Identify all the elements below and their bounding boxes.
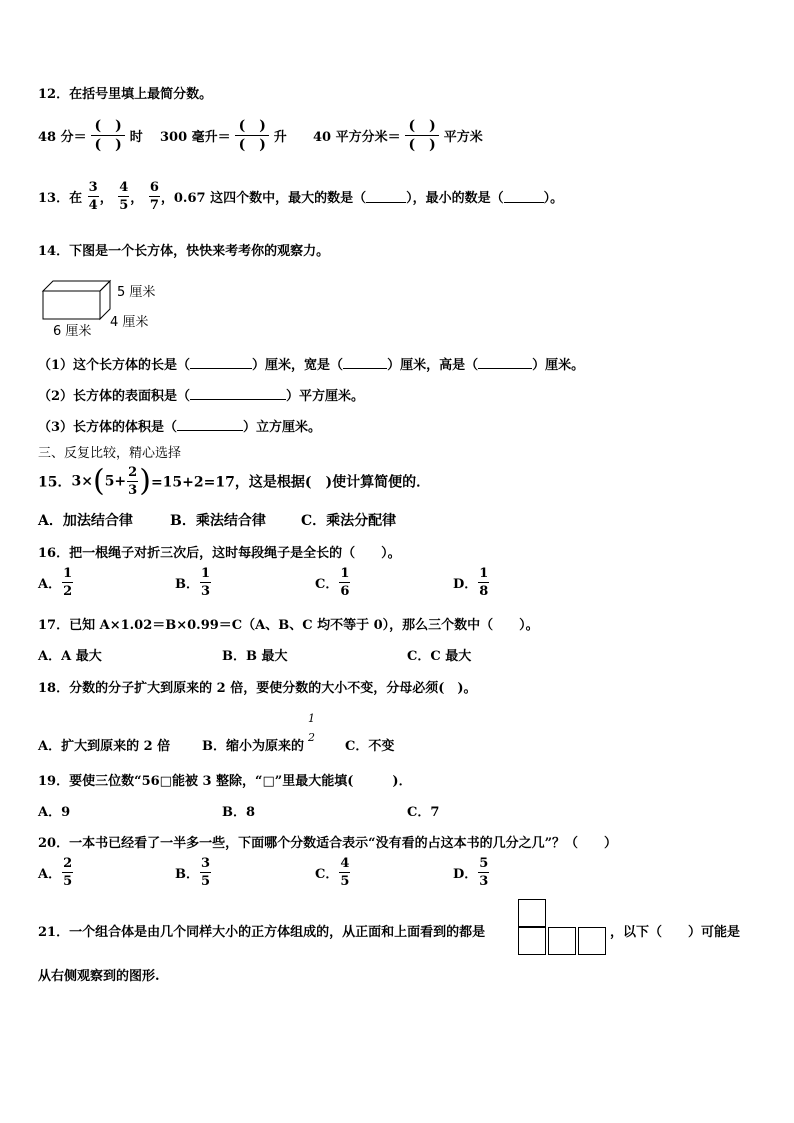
answer-fraction-blank[interactable]: $\frac{( )}{( )}$ bbox=[405, 118, 439, 153]
q14-part2: （2）长方体的表面积是（ ）平方厘米。 bbox=[38, 389, 365, 404]
q12-line bbox=[38, 83, 212, 102]
q18-line: 18．分数的分子扩大到原来的 2 倍，要使分数的大小不变，分母必须( )。 bbox=[38, 681, 477, 696]
q17-option-a[interactable]: A．A 最大 bbox=[38, 649, 102, 664]
q12-text: 在括号里填上最简分数。 bbox=[69, 87, 213, 102]
q13-mid: ，0.67 这四个数中，最大的数是（ bbox=[160, 191, 367, 206]
q20-option-b[interactable]: B． $\frac{3}{5}$ bbox=[175, 856, 211, 889]
q20-option-a[interactable]: A． $\frac{2}{5}$ bbox=[38, 856, 73, 889]
answer-fraction-blank[interactable]: $\frac{( )}{( )}$ bbox=[91, 118, 125, 153]
q17-option-b[interactable]: B．B 最大 bbox=[222, 649, 288, 664]
q16-line: 16．把一根绳子对折三次后，这时每段绳子是全长的（ ）。 bbox=[38, 546, 401, 561]
q16-option-a[interactable]: A． $\frac{1}{2}$ bbox=[38, 566, 73, 599]
q12-item1 bbox=[38, 118, 143, 153]
answer-blank-largest[interactable] bbox=[366, 190, 406, 203]
q12-item3-unit: 平方米 bbox=[443, 130, 483, 146]
q15-line: 15．3×(5+ $\frac{2}{3}$ )=15+2=17，这是根据( )使计算简便的． bbox=[38, 463, 431, 499]
q14-line bbox=[38, 240, 329, 259]
big-right-paren: ) bbox=[139, 463, 151, 499]
fraction-6-7: $\frac{6}{7}$ bbox=[149, 180, 159, 213]
q12-item2-unit: 升 bbox=[273, 130, 287, 146]
q16-option-b[interactable]: B． $\frac{1}{3}$ bbox=[175, 566, 211, 599]
q21-line-end: ，以下（ ）可能是 bbox=[610, 925, 741, 940]
q19-option-a[interactable]: A．9 bbox=[38, 805, 71, 820]
q18-option-a[interactable]: A．扩大到原来的 2 倍 bbox=[38, 739, 171, 754]
q20-option-d[interactable]: D． $\frac{5}{3}$ bbox=[453, 856, 489, 889]
q15-option-c[interactable]: C．乘法分配律 bbox=[301, 513, 397, 529]
answer-blank-surface-area[interactable] bbox=[190, 387, 286, 400]
q19-option-b[interactable]: B．8 bbox=[222, 805, 256, 820]
q16-option-c[interactable]: C． $\frac{1}{6}$ bbox=[315, 566, 350, 599]
q18-option-b[interactable]: B．缩小为原来的 bbox=[202, 739, 304, 754]
q17-line: 17．已知 A×1.02＝B×0.99＝C（A、B、C 均不等于 0），那么三个数中（ ）。 bbox=[38, 618, 539, 633]
fraction-2-3: $\frac{2}{3}$ bbox=[128, 465, 138, 498]
q13-number: 13． bbox=[38, 191, 70, 206]
q12-item2 bbox=[160, 118, 287, 153]
q19-line: 19．要使三位数“56□能被 3 整除，“□”里最大能填( )． bbox=[38, 774, 412, 789]
q12-item2-label: 300 毫升＝ bbox=[160, 130, 231, 146]
q15-option-b[interactable]: B．乘法结合律 bbox=[170, 513, 266, 529]
q15-option-a[interactable]: A．加法结合律 bbox=[38, 513, 133, 529]
q21-line: 21．一个组合体是由几个同样大小的正方体组成的，从正面和上面看到的都是 bbox=[38, 925, 486, 940]
big-left-paren: ( bbox=[92, 463, 105, 499]
q13-line: 13．在 $\frac{3}{4}$ ， $\frac{4}{5}$ ， $\frac{6}{7}$ ，0.67 这四个数中，最大的数是（ ），最小的数是（ ）。 bbox=[38, 180, 564, 213]
answer-blank-smallest[interactable] bbox=[504, 190, 544, 203]
q14-part1: （1）这个长方体的长是（ ）厘米，宽是（ ）厘米，高是（ ）厘米。 bbox=[38, 358, 585, 373]
q12-item3-label: 40 平方分米＝ bbox=[313, 130, 401, 146]
fraction-3-4: $\frac{3}{4}$ bbox=[88, 180, 98, 213]
q13-pre: 在 bbox=[69, 191, 83, 206]
q21-line2: 从右侧观察到的图形. bbox=[38, 969, 160, 984]
answer-blank-volume[interactable] bbox=[177, 418, 243, 431]
q13-mid2: ），最小的数是（ bbox=[406, 191, 504, 206]
q20-option-c[interactable]: C． $\frac{4}{5}$ bbox=[315, 856, 350, 889]
q13-end: ）。 bbox=[543, 191, 564, 206]
q19-option-c[interactable]: C．7 bbox=[407, 805, 440, 820]
width-label: 4 厘米 bbox=[110, 315, 149, 330]
answer-blank-height[interactable] bbox=[478, 356, 532, 369]
fraction-4-5: $\frac{4}{5}$ bbox=[119, 180, 129, 213]
q14-part3: （3）长方体的体积是（ ）立方厘米。 bbox=[38, 420, 322, 435]
q12-item1-label: 48 分＝ bbox=[38, 130, 87, 146]
q14-number: 14． bbox=[38, 244, 70, 259]
q12-number: 12． bbox=[38, 87, 70, 102]
section-title: 三、反复比较，精心选择 bbox=[38, 446, 182, 461]
q16-option-d[interactable]: D． $\frac{1}{8}$ bbox=[453, 566, 489, 599]
answer-blank-length[interactable] bbox=[190, 356, 252, 369]
q12-item3 bbox=[313, 118, 483, 153]
q14-text: 下图是一个长方体，快快来考考你的观察力。 bbox=[69, 244, 330, 259]
q20-line: 20．一本书已经看了一半多一些，下面哪个分数适合表示“没有看的占这本书的几分之几”？（ ） bbox=[38, 836, 618, 851]
height-label: 5 厘米 bbox=[117, 285, 156, 300]
q12-item1-unit: 时 bbox=[129, 130, 143, 146]
answer-blank-width[interactable] bbox=[343, 356, 387, 369]
q18-optb-fraction: 1 2 bbox=[308, 712, 315, 744]
length-label: 6 厘米 bbox=[53, 324, 92, 339]
q18-option-c[interactable]: C．不变 bbox=[345, 739, 395, 754]
q17-option-c[interactable]: C．C 最大 bbox=[407, 649, 472, 664]
answer-fraction-blank[interactable]: $\frac{( )}{( )}$ bbox=[235, 118, 269, 153]
